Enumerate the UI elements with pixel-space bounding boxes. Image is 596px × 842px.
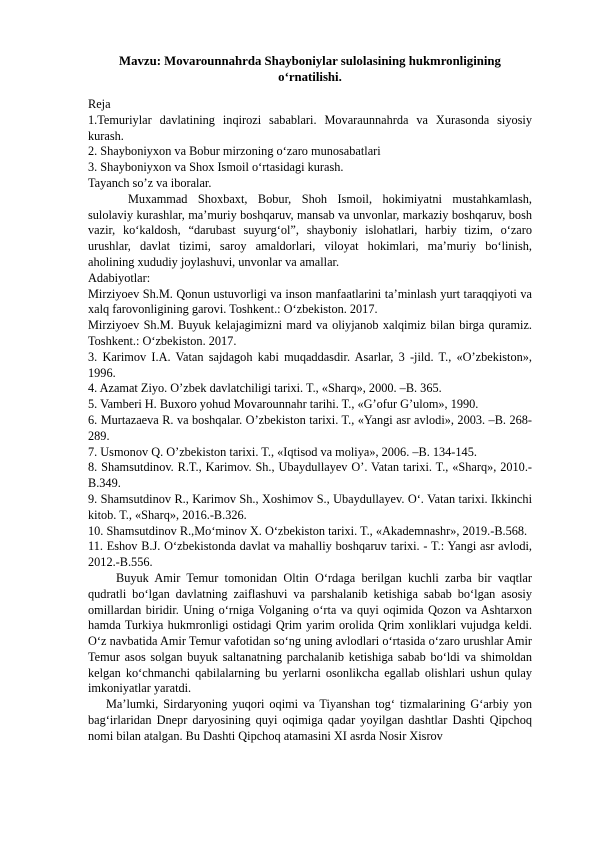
reference-item: Mirziyoev Sh.M. Buyuk kelajagimizni mard va oliyjanob xalqimiz bilan birga quramiz. Toshkent.: O‘zbekiston. 2017. [88, 318, 532, 348]
document-page [88, 53, 532, 745]
plan-item-2: 2. Shayboniyxon va Bobur mirzoning o‘zaro munosabatlari [88, 144, 381, 159]
reference-item: 10. Shamsutdinov R.,Mo‘minov X. O‘zbekiston tarixi. T., «Akademnashr», 2019.-B.568. [88, 523, 528, 538]
reference-item: 9. Shamsutdinov R., Karimov Sh., Xoshimov S., Ubaydullayev. O‘. Vatan tarixi. Ikkinchi kitob. T., «Sharq», 2016.-B.326. [88, 491, 532, 522]
body-paragraph: Buyuk Amir Temur tomonidan Oltin O‘rdaga berilgan kuchli zarba bir vaqtlar qudratli bo‘lgan davlatning zaiflashuvi va parshalanib ketishiga sabab bo‘lgan asosiy omillardan biridir. Uning o‘rniga Volganing o‘rta va quyi oqimida Qozon va Ashtarxon hamda Turkiya hukmronligi ostidagi Qrim yarim orolida Qrim xonliklari vujudga keldi. O‘z navbatida Amir Temur vafotidan so‘ng uning avlodlari o‘rtasida o‘zaro urushlar Amir Temur asos solgan buyuk saltanatning parchalanib ketishiga sabab bo‘ldi va shimoldan kelgan ko‘chmanchi qabilalarning bu yerlarni osonlikcha egallab olishlari ushun qulay imkoniyatlar yaratdi. [88, 570, 532, 696]
keywords-heading: Tayanch so’z va iboralar. [88, 175, 212, 190]
reference-item: 6. Murtazaeva R. va boshqalar. O’zbekiston tarixi. T., «Yangi asr avlodi», 2003. –B. 268-289. [88, 412, 532, 443]
reference-item: 11. Eshov B.J. O‘zbekistonda davlat va mahalliy boshqaruv tarixi. - T.: Yangi asr avlodi, 2012.-B.556. [88, 539, 532, 570]
plan-item-3: 3. Shayboniyxon va Shox Ismoil o‘rtasidagi kurash. [88, 160, 344, 175]
document-title: Mavzu: Movarounnahrda Shayboniylar sulolasining hukmronligining o‘rnatilishi. [119, 54, 501, 84]
reference-item: Mirziyoev Sh.M. Qonun ustuvorligi va inson manfaatlarini ta’minlash yurt taraqqiyoti va xalq farovonligining garovi. Toshkent.: O‘zbekiston. 2017. [88, 286, 532, 317]
plan-heading: Reja [88, 97, 111, 111]
reference-item: 3. Karimov I.A. Vatan sajdagoh kabi muqaddasdir. Asarlar, 3 -jild. T., «O’zbekiston», 1996. [88, 349, 532, 380]
keywords-text: Muxammad Shoxbaxt, Bobur, Shoh Ismoil, hokimiyatni mustahkamlash, sulolaviy kurashlar, ma’muriy boshqaruv, mansab va unvonlar, markaziy boshqaruv, bosh vazir, ko‘kaldosh, “darubast suyurg‘ol”, shayboniy islohatlari, harbiy tizim, o‘zaro urushlar, davlat tizimi, saroy amaldorlari, viloyat hokimlari, ma’muriy bo‘linish, aholining xududiy joylashuvi, unvonlar va amallar. [88, 191, 532, 269]
body-paragraph: Ma’lumki, Sirdaryoning yuqori oqimi va Tiyanshan tog‘ tizmalarining G‘arbiy yon bag‘irlaridan Dnepr daryosining quyi oqimiga qadar yoyilgan dashtlar Dashti Qipchoq nomi bilan atalgan. Bu Dashti Qipchoq atamasini XI asrda Nosir Xisrov [88, 697, 532, 743]
reference-item: 7. Usmonov Q. O’zbekiston tarixi. T., «Iqtisod va moliya», 2006. –B. 134-145. [88, 444, 477, 459]
reference-item: 5. Vamberi H. Buxoro yohud Movarounnahr tarihi. T., «G’ofur G’ulom», 1990. [88, 397, 479, 412]
reference-item: 8. Shamsutdinov. R.T., Karimov. Sh., Ubaydullayev O’. Vatan tarixi. T., «Sharq», 2010.-B.349. [88, 460, 532, 491]
reference-item: 4. Azamat Ziyo. O’zbek davlatchiligi tarixi. T., «Sharq», 2000. –B. 365. [88, 381, 442, 396]
references-heading: Adabiyotlar: [88, 270, 151, 285]
plan-item-1: 1.Temuriylar davlatining inqirozi sabablari. Movaraunnahrda va Xurasonda siyosiy kurash. [88, 112, 532, 143]
